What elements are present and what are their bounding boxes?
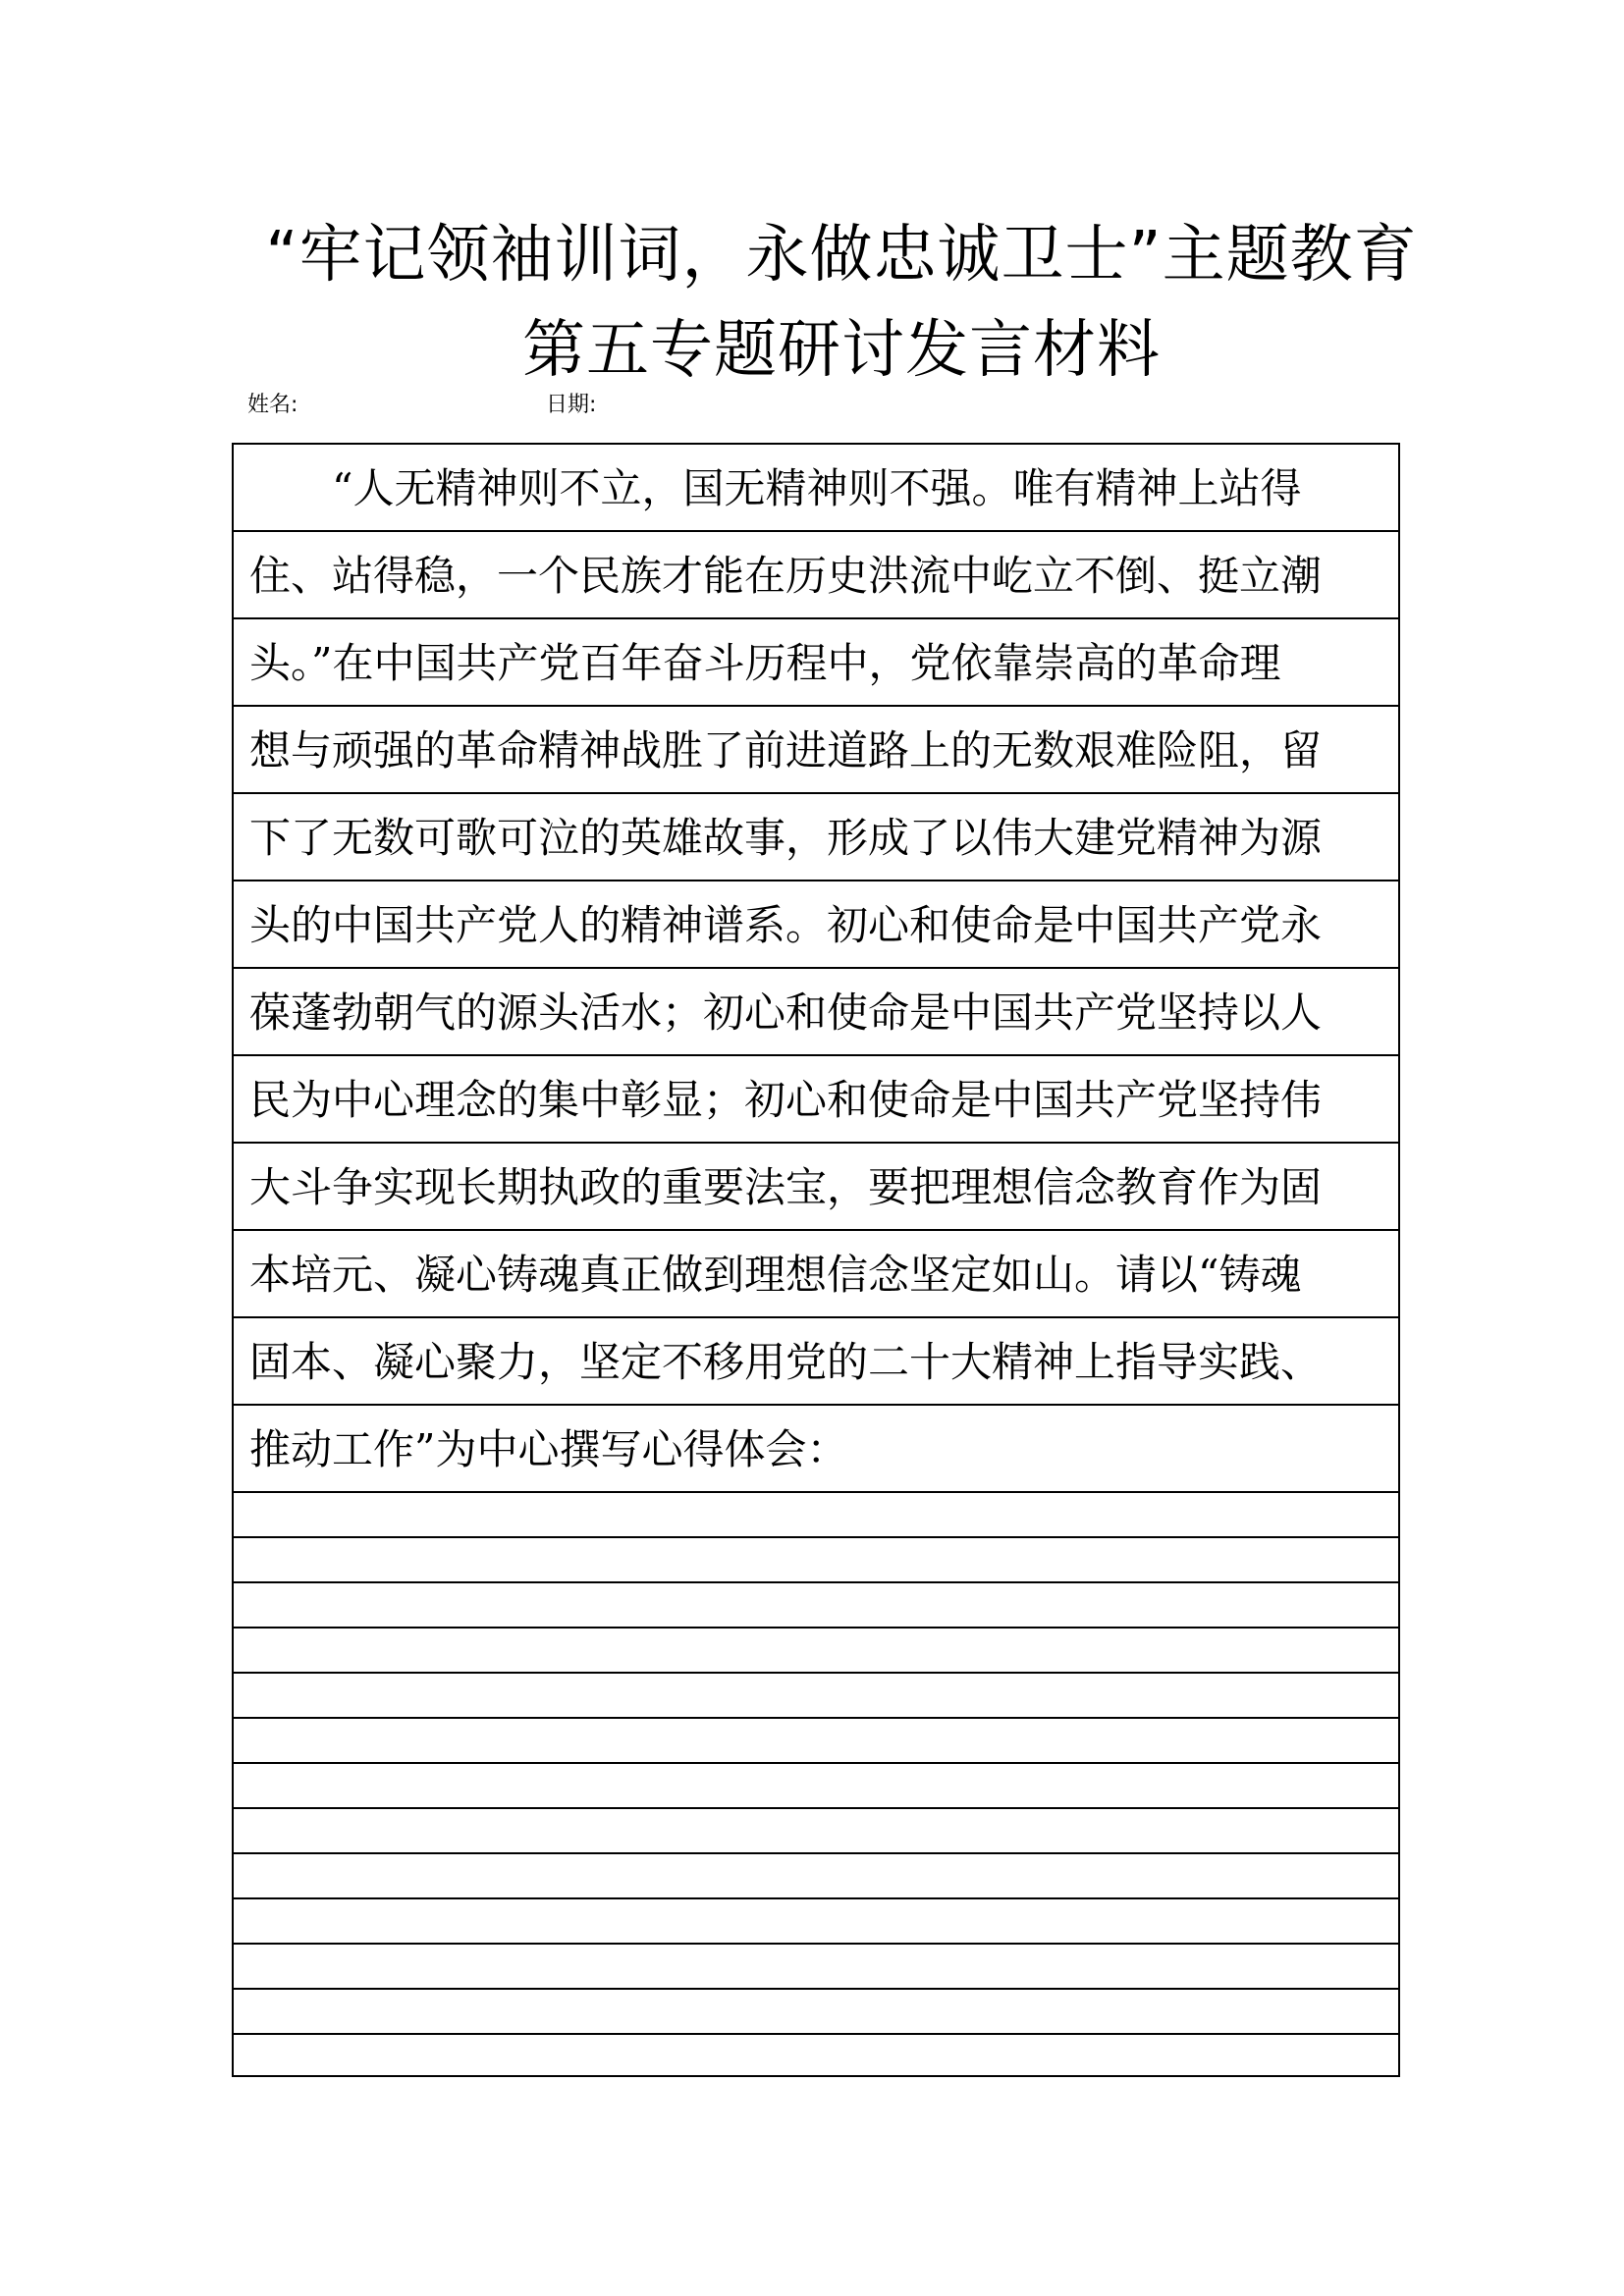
blank-writing-line[interactable] (234, 1809, 1398, 1854)
document-title-line-1: “牢记领袖训词，永做忠诚卫士”主题教育 (265, 219, 1418, 292)
blank-writing-line[interactable] (234, 1719, 1398, 1764)
blank-writing-line[interactable] (234, 1674, 1398, 1719)
blank-writing-line[interactable] (234, 1990, 1398, 2035)
prompt-line: 固本、凝心聚力，坚定不移用党的二十大精神上指导实践、 (234, 1318, 1398, 1406)
blank-writing-line[interactable] (234, 2035, 1398, 2075)
blank-writing-line[interactable] (234, 1538, 1398, 1583)
prompt-line: 头。”在中国共产党百年奋斗历程中，党依靠崇高的革命理 (234, 619, 1398, 707)
date-label: 日期: (546, 393, 597, 417)
prompt-line: 下了无数可歌可泣的英雄故事，形成了以伟大建党精神为源 (234, 794, 1398, 881)
prompt-line: 住、站得稳，一个民族才能在历史洪流中屹立不倒、挺立潮 (234, 532, 1398, 619)
blank-writing-line[interactable] (234, 1583, 1398, 1629)
blank-writing-line[interactable] (234, 1854, 1398, 1899)
name-label: 姓名: (247, 393, 298, 417)
prompt-line: 推动工作”为中心撰写心得体会： (234, 1406, 1398, 1493)
blank-writing-line[interactable] (234, 1493, 1398, 1538)
prompt-line: 葆蓬勃朝气的源头活水；初心和使命是中国共产党坚持以人 (234, 969, 1398, 1056)
prompt-line: 大斗争实现长期执政的重要法宝，要把理想信念教育作为固 (234, 1144, 1398, 1231)
blank-writing-line[interactable] (234, 1764, 1398, 1809)
blank-writing-line[interactable] (234, 1899, 1398, 1945)
prompt-line: “人无精神则不立，国无精神则不强。唯有精神上站得 (234, 445, 1398, 532)
prompt-line: 想与顽强的革命精神战胜了前进道路上的无数艰难险阻，留 (234, 707, 1398, 794)
prompt-line: 民为中心理念的集中彰显；初心和使命是中国共产党坚持伟 (234, 1056, 1398, 1144)
blank-writing-line[interactable] (234, 1945, 1398, 1990)
prompt-line: 本培元、凝心铸魂真正做到理想信念坚定如山。请以“铸魂 (234, 1231, 1398, 1318)
blank-writing-line[interactable] (234, 1629, 1398, 1674)
document-title-line-2: 第五专题研讨发言材料 (522, 314, 1161, 387)
prompt-line: 头的中国共产党人的精神谱系。初心和使命是中国共产党永 (234, 881, 1398, 969)
writing-sheet (232, 443, 1400, 2077)
